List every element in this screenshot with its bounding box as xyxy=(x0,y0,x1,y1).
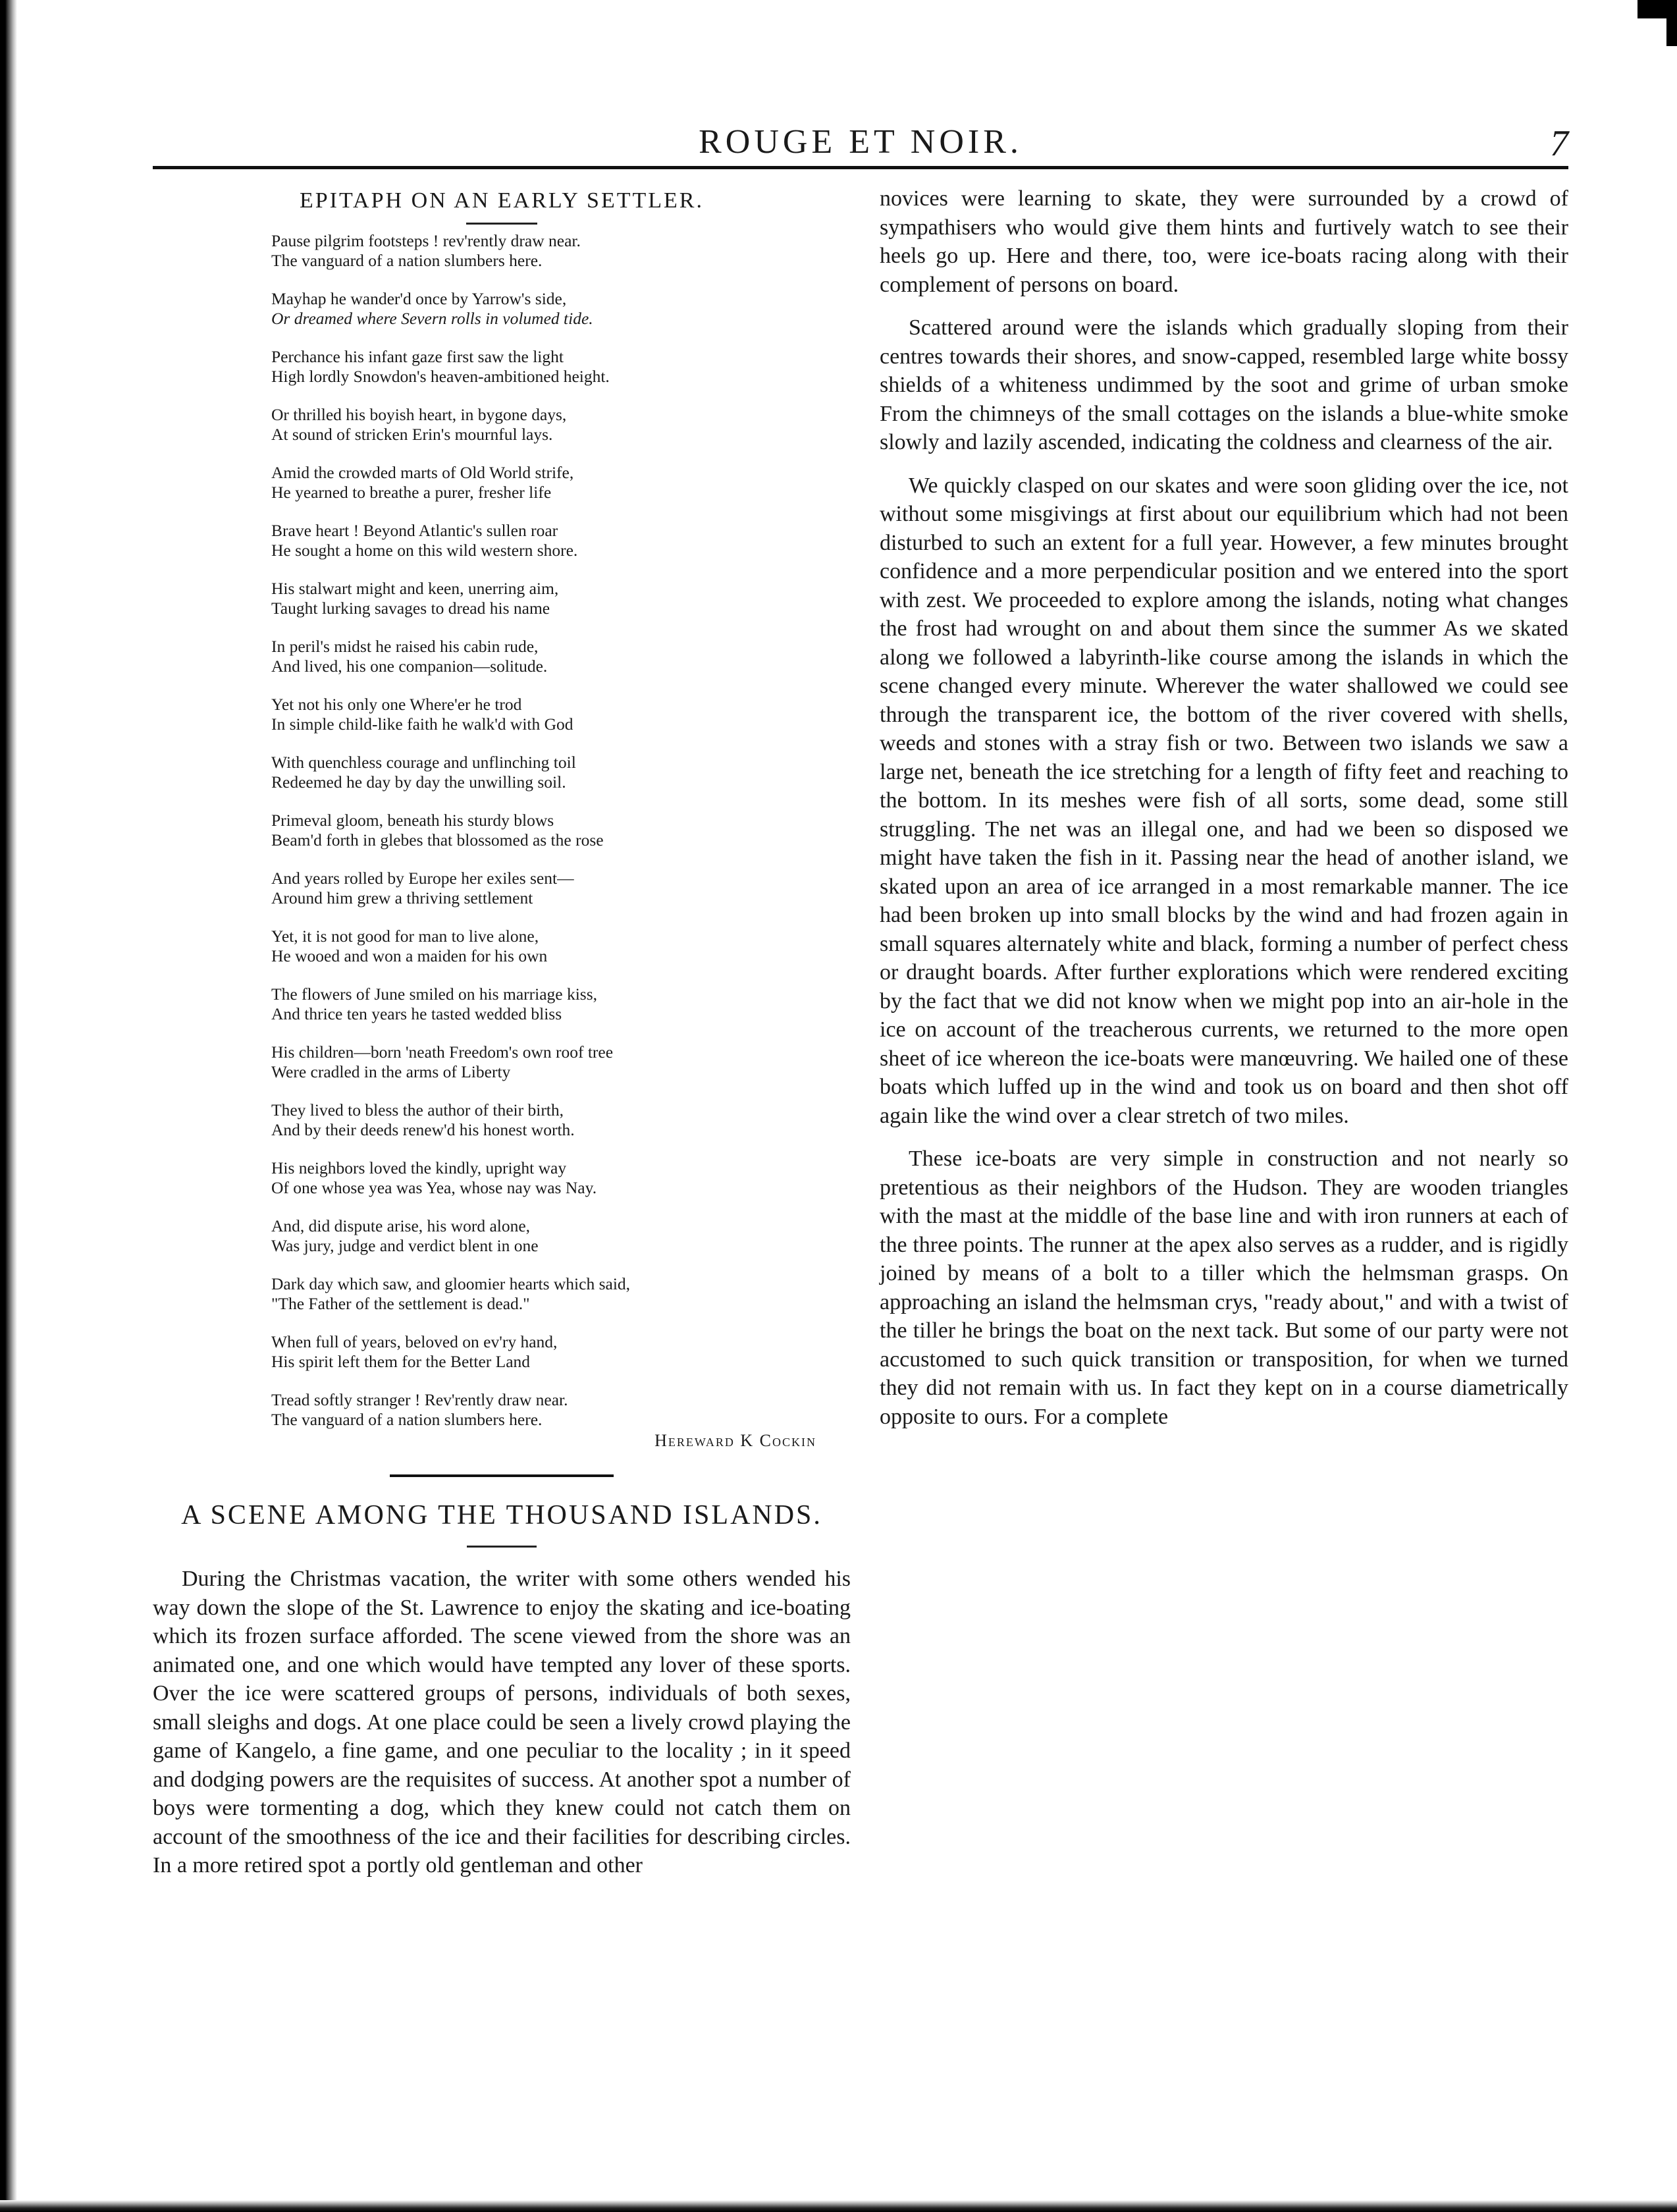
poem-line: He yearned to breathe a purer, fresher life xyxy=(271,483,552,502)
poem-title-rule xyxy=(466,223,537,225)
poem-line: Of one whose yea was Yea, whose nay was Nay. xyxy=(271,1178,597,1197)
poem-stanza xyxy=(271,753,745,792)
poem-stanza xyxy=(271,927,745,966)
poem-line: In simple child-like faith he walk'd with God xyxy=(271,715,573,734)
poem-stanza xyxy=(271,985,745,1024)
poem-stanza xyxy=(271,1158,745,1198)
poem-line: He wooed and won a maiden for his own xyxy=(271,946,548,965)
left-column xyxy=(153,184,851,1895)
poem-line: Dark day which saw, and gloomier hearts which said, xyxy=(271,1274,631,1293)
poem-line: Were cradled in the arms of Liberty xyxy=(271,1062,511,1081)
scan-edge-left xyxy=(0,0,17,2212)
poem-stanza xyxy=(271,579,745,618)
poem-line: He sought a home on this wild western shore. xyxy=(271,541,578,560)
poem-stanza xyxy=(271,1216,745,1256)
poem-stanza xyxy=(271,1100,745,1140)
poem-line: Yet, it is not good for man to live alone, xyxy=(271,927,539,946)
poem-line: With quenchless courage and unflinching toil xyxy=(271,753,576,772)
poem-stanza xyxy=(271,1042,745,1082)
poem-stanza xyxy=(271,405,745,445)
poem-line: His children—born 'neath Freedom's own roof tree xyxy=(271,1042,614,1062)
article-paragraph: We quickly clasped on our skates and were soon gliding over the ice, not without some misgivings at first about our equilibrium which had not been disturbed to such an extent for a full year. However, a few minutes brought confidence and a more perpendicular position and we entered into the sport with zest. We proceeded to explore among the islands, noting what changes the frost had wrought on and about them since the summer As we skated along we followed a labyrinth-like course among the islands in which the scene changed every minute. Wherever the water shallowed we could see through the transparent ice, the bottom of the river covered with shells, weeds and stones with a stray fish or two. Between two islands we saw a large net, beneath the ice stretching for a length of fifty feet and reaching to the bottom. In its meshes were fish of all sorts, some dead, some still struggling. The net was an illegal one, and had we been so disposed we might have taken the fish in it. Passing near the head of another island, we skated upon an area of ice arranged in a most remarkable manner. The ice had been broken up into small blocks by the wind and had frozen again in small squares alternately white and black, forming a number of perfect chess or draught boards. After further explorations which were rendered exciting by the fact that we did not know when we might pop into an air-hole in the ice on account of the treacherous currents, we returned to the more open sheet of ice whereon the ice-boats were manœuvring. We hailed one of these boats which luffed up in the wind and took us on board and then shot off again like the wind over a clear stretch of two miles. xyxy=(880,473,1568,1128)
article-paragraph: These ice-boats are very simple in construction and not nearly so pretentious as their neighbors of the Hudson. They are wooden triangles with the mast at the middle of the base line and with iron runners at each of the three points. The runner at the apex also serves as a rudder, and is rigidly joined by means of a bolt to a tiller which the helmsman grasps. On approaching an island the helmsman crys, "ready about," and with a twist of the tiller he brings the boat on the next tack. But some of our party were not accustomed to such quick transition or transposition, for when we turned they did not remain with us. In fact they kept on in a course diametrically opposite to ours. For a complete xyxy=(880,1146,1568,1429)
right-column xyxy=(880,184,1568,1445)
poem-line: And lived, his one companion—solitude. xyxy=(271,657,548,676)
poem-line: And thrice ten years he tasted wedded bliss xyxy=(271,1004,562,1023)
poem-body xyxy=(271,231,745,1430)
scan-corner-strip xyxy=(1666,0,1677,46)
poem-stanza xyxy=(271,695,745,734)
poem-line: Or dreamed where Severn rolls in volumed tide. xyxy=(271,309,593,328)
poem-line: The flowers of June smiled on his marriage kiss, xyxy=(271,985,598,1004)
article-title-rule xyxy=(467,1546,537,1548)
poem-stanza xyxy=(271,1274,745,1314)
poem-line: Primeval gloom, beneath his sturdy blows xyxy=(271,811,554,830)
poem-line: His spirit left them for the Better Land xyxy=(271,1352,531,1371)
page-number: 7 xyxy=(1550,123,1568,164)
poem-line: And by their deeds renew'd his honest worth. xyxy=(271,1120,575,1139)
poem-line: Brave heart ! Beyond Atlantic's sullen roar xyxy=(271,521,558,540)
poem-line: When full of years, beloved on ev'ry hand, xyxy=(271,1332,558,1351)
poem-line: Was jury, judge and verdict blent in one xyxy=(271,1236,539,1255)
poem-line: Mayhap he wander'd once by Yarrow's side, xyxy=(271,289,567,308)
poem-line: Taught lurking savages to dread his name xyxy=(271,599,550,618)
poem-line: Amid the crowded marts of Old World strife, xyxy=(271,463,574,482)
poem-stanza xyxy=(271,637,745,676)
poem-line: At sound of stricken Erin's mournful lays. xyxy=(271,425,553,444)
section-divider xyxy=(390,1474,614,1477)
article-paragraph: novices were learning to skate, they were surrounded by a crowd of sympathisers who would give them hints and furtively watch to see their heels go up. Here and there, too, were ice-boats racing along with their complement of persons on board. xyxy=(880,186,1568,297)
poem-line: Tread softly stranger ! Rev'rently draw near. xyxy=(271,1390,568,1409)
poem-line: Beam'd forth in glebes that blossomed as the rose xyxy=(271,830,604,850)
poem-line: In peril's midst he raised his cabin rude, xyxy=(271,637,539,656)
poem-stanza xyxy=(271,347,745,387)
scan-edge-bottom xyxy=(0,2200,1677,2212)
poem-line: High lordly Snowdon's heaven-ambitioned height. xyxy=(271,367,610,386)
poem-stanza xyxy=(271,289,745,329)
poem-line: They lived to bless the author of their birth, xyxy=(271,1100,564,1119)
article-left-text xyxy=(153,1565,851,1880)
header-rule xyxy=(153,166,1568,169)
poem-line: Around him grew a thriving settlement xyxy=(271,888,533,907)
poem-title: EPITAPH ON AN EARLY SETTLER. xyxy=(300,188,704,213)
poem-stanza xyxy=(271,463,745,502)
poem-line: The vanguard of a nation slumbers here. xyxy=(271,1410,543,1429)
poem-line: The vanguard of a nation slumbers here. xyxy=(271,251,543,270)
poem-line: Or thrilled his boyish heart, in bygone days, xyxy=(271,405,567,424)
article-paragraph: Scattered around were the islands which gradually sloping from their centres towards their shores, and snow-capped, resembled large white bossy shields of a whiteness undimmed by the soot and grime of urban smoke From the chimneys of the small cottages on the islands a blue-white smoke slowly and lazily ascended, indicating the coldness and clearness of the air. xyxy=(880,315,1568,454)
poem-line: And years rolled by Europe her exiles sent— xyxy=(271,869,574,888)
article-paragraph: During the Christmas vacation, the writer with some others wended his way down the slope of the St. Lawrence to enjoy the skating and ice-boating which its frozen surface afforded. The scene viewed from the shore was an animated one, and one which would have tempted any lover of these sports. Over the ice were scattered groups of persons, individuals of both sexes, small sleighs and dogs. At one place could be seen a lively crowd playing the game of Kangelo, a fine game, and one peculiar to the locality ; in it speed and dodging powers are the requisites of success. At another spot a number of boys were tormenting a dog, which they knew could not catch them on account of the smoothness of the ice and their facilities for describing circles. In a more retired spot a portly old gentleman and other xyxy=(153,1567,851,1877)
poem-line: His neighbors loved the kindly, upright way xyxy=(271,1158,567,1177)
running-head: ROUGE ET NOIR. xyxy=(699,123,1023,161)
poem-stanza xyxy=(271,811,745,850)
poem-stanza xyxy=(271,1390,745,1430)
poem-line: His stalwart might and keen, unerring aim, xyxy=(271,579,559,598)
poem-line: Yet not his only one Where'er he trod xyxy=(271,695,522,714)
poem-stanza xyxy=(271,1332,745,1372)
poem-line: "The Father of the settlement is dead." xyxy=(271,1294,530,1313)
poem-line: Redeemed he day by day the unwilling soil. xyxy=(271,772,566,792)
poem-line: And, did dispute arise, his word alone, xyxy=(271,1216,531,1235)
poem-signature: Hereward K Cockin xyxy=(654,1431,816,1450)
poem-stanza xyxy=(271,869,745,908)
poem-stanza xyxy=(271,521,745,560)
poem-line: Pause pilgrim footsteps ! rev'rently draw near. xyxy=(271,231,581,250)
poem-stanza xyxy=(271,231,745,271)
poem-line: Perchance his infant gaze first saw the light xyxy=(271,347,564,366)
article-title: A SCENE AMONG THE THOUSAND ISLANDS. xyxy=(181,1500,822,1530)
